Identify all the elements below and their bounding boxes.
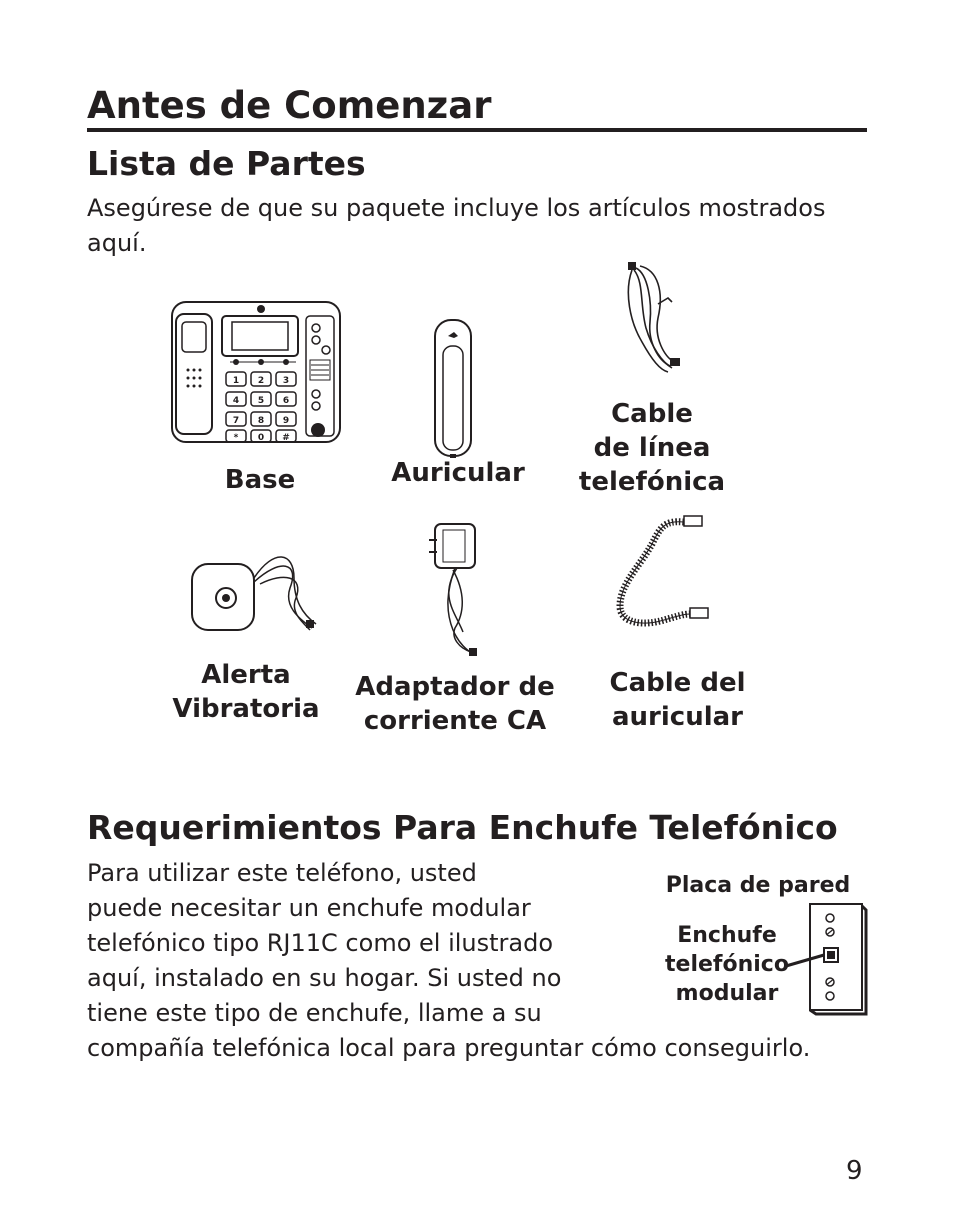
jack-text-line: aquí, instalado en su hogar. Si usted no [87,964,562,992]
line-cord-icon [618,262,690,378]
jack-requirements-heading: Requerimientos Para Enchufe Telefónico [87,808,838,847]
jack-text-line: compañía telefónica local para preguntar cómo conseguirlo. [87,1034,811,1062]
phone-key-label: 8 [257,416,265,426]
phone-key-label: 4 [232,396,240,406]
line-cord-label-line: telefónica [578,467,726,497]
handset-cord-label-line: Cable del [609,668,746,698]
handset-cord-label [605,666,750,734]
ac-adapter-label-line: Adaptador de [355,672,555,702]
wall-plate-icon [786,902,868,1016]
jack-text-line: telefónico tipo RJ11C como el ilustrado [87,929,554,957]
vibrating-alert-label-line: Alerta [201,660,291,690]
phone-key-label: 2 [257,376,265,386]
vibrating-alert-label [165,658,327,726]
handset-icon [433,318,473,460]
phone-key-label: 1 [232,376,240,386]
line-cord-label-line: Cable [611,399,693,429]
phone-key-label: 5 [257,396,265,406]
vibrating-alert-icon [190,548,320,634]
phone-key-label: * [233,433,239,443]
modular-jack-label-line: modular [675,981,779,1006]
phone-key-label: 6 [282,396,290,406]
line-cord-label [572,397,732,499]
vibrating-alert-label-line: Vibratoria [172,694,320,724]
line-cord-label-line: de línea [593,433,711,463]
parts-intro-line: Asegúrese de que su paquete incluye los artículos mostrados [87,194,826,222]
phone-key-label: # [282,433,290,443]
ac-adapter-label-line: corriente CA [363,706,547,736]
parts-list-heading: Lista de Partes [87,144,366,183]
parts-intro [87,191,825,261]
handset-cord-icon [610,514,710,632]
jack-text-line: tiene este tipo de enchufe, llame a su [87,999,542,1027]
ac-adapter-icon [425,520,485,660]
jack-text-line: Para utilizar este teléfono, usted [87,859,477,887]
page-title: Antes de Comenzar [87,84,867,132]
jack-text-line: puede necesitar un enchufe modular [87,894,531,922]
modular-jack-label [660,921,794,1008]
handset-cord-label-line: auricular [612,702,743,732]
ac-adapter-label [350,670,560,738]
base-phone-icon [170,298,342,448]
phone-key-label: 0 [257,433,265,443]
handset-label: Auricular [391,458,525,488]
phone-key-label: 3 [282,376,290,386]
parts-intro-line: aquí. [87,229,147,257]
modular-jack-label-line: telefónico [665,952,789,977]
base-label: Base [224,465,296,495]
wall-plate-label: Placa de pared [665,873,851,898]
phone-key-label: 9 [282,416,290,426]
page-number: 9 [846,1156,863,1186]
phone-key-label: 7 [232,416,240,426]
modular-jack-label-line: Enchufe [677,923,777,948]
